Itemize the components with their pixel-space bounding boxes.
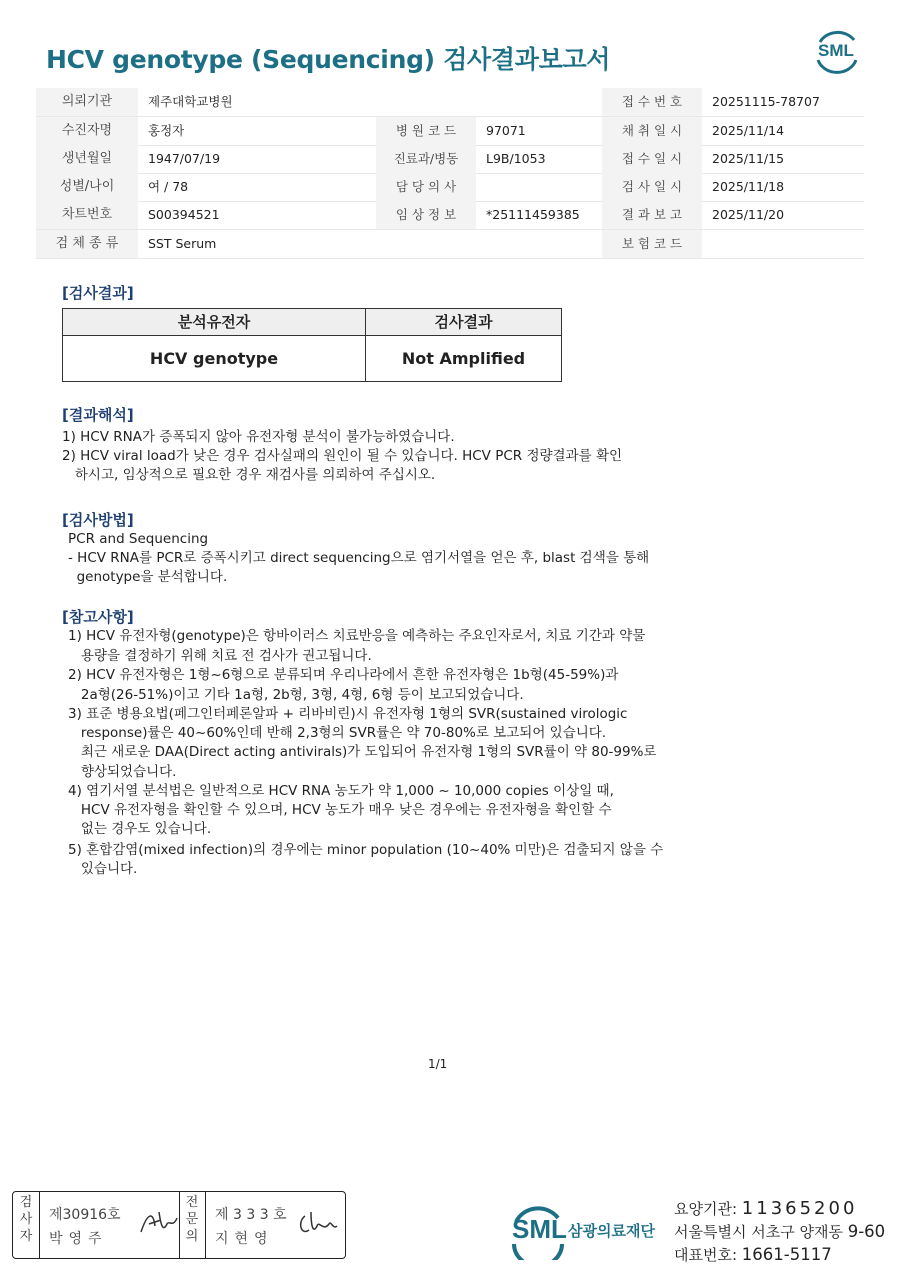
- note-line: 최근 새로운 DAA(Direct acting antivirals)가 도입되어 유전자형 1형의 SVR률이 약 80-99%로: [68, 744, 657, 760]
- examiner-label-char: 사: [19, 1212, 33, 1227]
- info-value: 홍정자: [148, 123, 185, 138]
- info-row: [36, 145, 864, 174]
- report-title: HCV genotype (Sequencing) 검사결과보고서: [46, 45, 611, 74]
- info-label: 접 수 번 호: [602, 88, 702, 116]
- specialist-signature-icon: [295, 1206, 339, 1242]
- result-heading: [검사결과]: [62, 284, 134, 302]
- result-table: [62, 308, 562, 382]
- note-line: HCV 유전자형을 확인할 수 있으며, HCV 농도가 매우 낮은 경우에는 유전자형을 확인할 수: [68, 802, 612, 818]
- note-line: 4) 염기서열 분석법은 일반적으로 HCV RNA 농도가 약 1,000 ~ 10,000 copies 이상일 때,: [68, 783, 614, 799]
- note-line: 5) 혼합감염(mixed infection)의 경우에는 minor population (10~40% 미만)은 검출되지 않을 수: [68, 842, 664, 858]
- examiner-name: 박영주: [49, 1231, 108, 1247]
- result-column-header: 검사결과: [366, 309, 561, 336]
- note-line: 2a형(26-51%)이고 기타 1a형, 2b형, 3형, 4형, 6형 등이 보고되었습니다.: [68, 687, 524, 703]
- note-line: 없는 경우도 있습니다.: [68, 821, 212, 837]
- sml-logo: [812, 28, 862, 74]
- footer-logo: [508, 1200, 668, 1260]
- info-label: 차트번호: [36, 201, 138, 229]
- institution-code-value: 11365200: [741, 1198, 858, 1219]
- address-number: 9-60: [847, 1222, 886, 1241]
- info-label: 진료과/병동: [376, 145, 476, 173]
- info-label: 수진자명: [36, 117, 138, 145]
- notes-heading: [참고사항]: [62, 608, 134, 626]
- note-line: 용량을 결정하기 위해 치료 전 검사가 권고됩니다.: [68, 648, 372, 664]
- note-line: 3) 표준 병용요법(페그인터페론알파 + 리바비린)시 유전자형 1형의 SVR(sustained virologic: [68, 706, 628, 722]
- specialist-label-char: 의: [185, 1229, 199, 1244]
- signature-box: [12, 1191, 346, 1259]
- method-line: PCR and Sequencing: [68, 531, 209, 547]
- info-label: 채 취 일 시: [602, 117, 702, 145]
- info-value: *25111459385: [486, 207, 580, 222]
- info-label: 의뢰기관: [36, 88, 138, 116]
- info-label: 접 수 일 시: [602, 145, 702, 173]
- examiner-label-char: 검: [19, 1195, 33, 1210]
- column-divider: [365, 309, 366, 381]
- method-heading: [검사방법]: [62, 511, 134, 529]
- info-value: [476, 173, 606, 201]
- info-value: L9B/1053: [486, 151, 546, 166]
- institution-code: [674, 1198, 857, 1219]
- info-label: 성별/나이: [36, 173, 138, 201]
- info-value: 제주대학교병원: [148, 94, 233, 109]
- interpretation-line: 하시고, 임상적으로 필요한 경우 재검사를 의뢰하여 주십시오.: [62, 467, 436, 483]
- info-label: 결 과 보 고: [602, 201, 702, 229]
- examiner-signature-icon: [137, 1206, 181, 1242]
- examiner-label: [13, 1192, 39, 1258]
- stamp-divider: [39, 1192, 40, 1258]
- institution-code-label: 요양기관:: [674, 1200, 738, 1218]
- info-row: [36, 201, 864, 230]
- note-line: 있습니다.: [68, 861, 138, 877]
- specialist-label: [179, 1192, 205, 1258]
- examiner-label-char: 자: [19, 1229, 33, 1244]
- address: [674, 1221, 885, 1242]
- info-label: 생년월일: [36, 145, 138, 173]
- gene-cell: HCV genotype: [149, 349, 279, 368]
- method-line: genotype을 분석합니다.: [68, 569, 228, 585]
- specialist-name: 지현영: [215, 1231, 274, 1247]
- note-line: 1) HCV 유전자형(genotype)은 항바이러스 치료반응을 예측하는 주요인자로서, 치료 기간과 약물: [68, 628, 646, 644]
- info-value: [702, 230, 864, 258]
- specialist-label-char: 전: [185, 1195, 199, 1210]
- phone-label: 대표번호:: [674, 1246, 738, 1264]
- interpretation-line: 1) HCV RNA가 증폭되지 않아 유전자형 분석이 불가능하였습니다.: [62, 429, 455, 445]
- info-value: 97071: [486, 123, 526, 138]
- info-label: 임 상 정 보: [376, 201, 476, 229]
- organization-name: 삼광의료재단: [568, 1222, 655, 1240]
- method-line: - HCV RNA를 PCR로 증폭시키고 direct sequencing으로 염기서열을 얻은 후, blast 검색을 통해: [68, 550, 650, 566]
- info-value: 1947/07/19: [148, 151, 221, 166]
- info-value: 20251115-78707: [712, 94, 820, 109]
- info-label: 담 당 의 사: [376, 173, 476, 201]
- note-line: 향상되었습니다.: [68, 764, 177, 780]
- info-label: 병 원 코 드: [376, 117, 476, 145]
- info-value: 2025/11/14: [712, 123, 785, 138]
- interpretation-line: 2) HCV viral load가 낮은 경우 검사실패의 원인이 될 수 있습니다. HCV PCR 정량결과를 확인: [62, 448, 623, 464]
- page-number: 1/1: [428, 1057, 448, 1071]
- info-value: S00394521: [148, 207, 220, 222]
- gene-column-header: 분석유전자: [63, 309, 365, 336]
- specialist-license: 제 3 3 3 호: [215, 1207, 287, 1223]
- info-value: SST Serum: [148, 236, 217, 251]
- info-value: 2025/11/15: [712, 151, 785, 166]
- info-label: 보 험 코 드: [602, 230, 702, 258]
- note-line: response)률은 40~60%인데 반해 2,3형의 SVR률은 약 70-80%로 보고되어 있습니다.: [68, 725, 607, 741]
- examiner-license: 제30916호: [49, 1207, 121, 1223]
- info-value: 2025/11/18: [712, 179, 785, 194]
- phone: [674, 1244, 832, 1265]
- info-value: 여 / 78: [148, 179, 189, 194]
- info-label: 검 체 종 류: [36, 230, 138, 258]
- note-line: 2) HCV 유전자형은 1형~6형으로 분류되며 우리나라에서 흔한 유전자형은 1b형(45-59%)과: [68, 667, 619, 683]
- info-value: 2025/11/20: [712, 207, 785, 222]
- stamp-divider: [205, 1192, 206, 1258]
- info-row: [36, 230, 864, 259]
- specialist-label-char: 문: [185, 1212, 199, 1227]
- info-label: 검 사 일 시: [602, 173, 702, 201]
- info-row: [36, 173, 864, 202]
- sml-logo-text: SML: [818, 41, 854, 60]
- interpretation-heading: [결과해석]: [62, 406, 134, 424]
- footer-logo-text: SML: [512, 1214, 567, 1244]
- info-row: [36, 88, 864, 117]
- phone-value: 1661-5117: [741, 1245, 832, 1264]
- result-cell: Not Amplified: [401, 349, 526, 368]
- address-text: 서울특별시 서초구 양재동: [674, 1223, 843, 1241]
- info-row: [36, 117, 864, 146]
